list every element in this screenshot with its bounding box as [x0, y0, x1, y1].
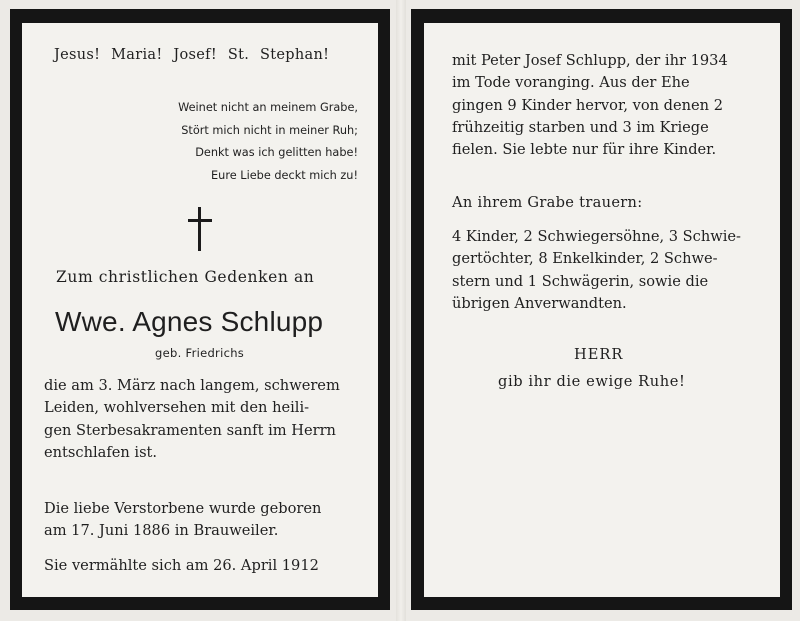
marriage-paragraph: [44, 555, 319, 577]
verse: [178, 97, 358, 187]
text-line: Sie vermählte sich am 26. April 1912: [44, 557, 319, 574]
invocation: Jesus! Maria! Josef! St. Stephan!: [54, 47, 330, 63]
left-page: [22, 23, 378, 597]
verse-line: Denkt was ich gelitten habe!: [195, 146, 358, 159]
text-line: gen Sterbesakramenten sanft im Herrn: [44, 421, 336, 439]
continuation-paragraph: [452, 50, 728, 161]
text-line: frühzeitig starben und 3 im Kriege: [452, 118, 709, 136]
maiden-name: geb. Friedrichs: [155, 346, 245, 360]
text-line: Die liebe Verstorbene wurde geboren: [44, 500, 322, 517]
text-line: gertöchter, 8 Enkelkinder, 2 Schwe-: [452, 250, 718, 268]
right-page: [424, 23, 780, 597]
text-line: im Tode voranging. Aus der Ehe: [452, 74, 690, 92]
closing-prayer: gib ihr die ewige Ruhe!: [498, 373, 686, 390]
text-line: entschlafen ist.: [44, 443, 158, 461]
mourners-paragraph: [452, 226, 741, 315]
verse-line: Weinet nicht an meinem Grabe,: [178, 101, 358, 114]
text-line: gingen 9 Kinder hervor, von denen 2: [452, 96, 724, 114]
text-line: Leiden, wohlversehen mit den heili-: [44, 399, 310, 417]
deceased-name: Wwe. Agnes Schlupp: [55, 306, 324, 337]
death-paragraph: [44, 375, 340, 464]
cross-icon: [188, 207, 212, 251]
text-line: mit Peter Josef Schlupp, der ihr 1934: [452, 52, 728, 69]
left-page-border: [10, 9, 390, 610]
text-line: am 17. Juni 1886 in Brauweiler.: [44, 522, 279, 540]
verse-line: Eure Liebe deckt mich zu!: [211, 168, 358, 182]
text-line: 4 Kinder, 2 Schwiegersöhne, 3 Schwie-: [452, 228, 741, 245]
memorial-line: Zum christlichen Gedenken an: [56, 268, 315, 286]
right-page-border: [411, 9, 792, 610]
mourners-heading: An ihrem Grabe trauern:: [452, 194, 643, 211]
text-line: übrigen Anverwandten.: [452, 294, 627, 312]
text-line: fielen. Sie lebte nur für ihre Kinder.: [452, 141, 717, 159]
card-fold: [396, 0, 406, 621]
text-line: stern und 1 Schwägerin, sowie die: [452, 272, 709, 290]
verse-line: Stört mich nicht in meiner Ruh;: [181, 123, 358, 137]
text-line: die am 3. März nach langem, schwerem: [44, 377, 340, 394]
birth-paragraph: [44, 498, 321, 543]
closing-herr: HERR: [574, 346, 624, 363]
